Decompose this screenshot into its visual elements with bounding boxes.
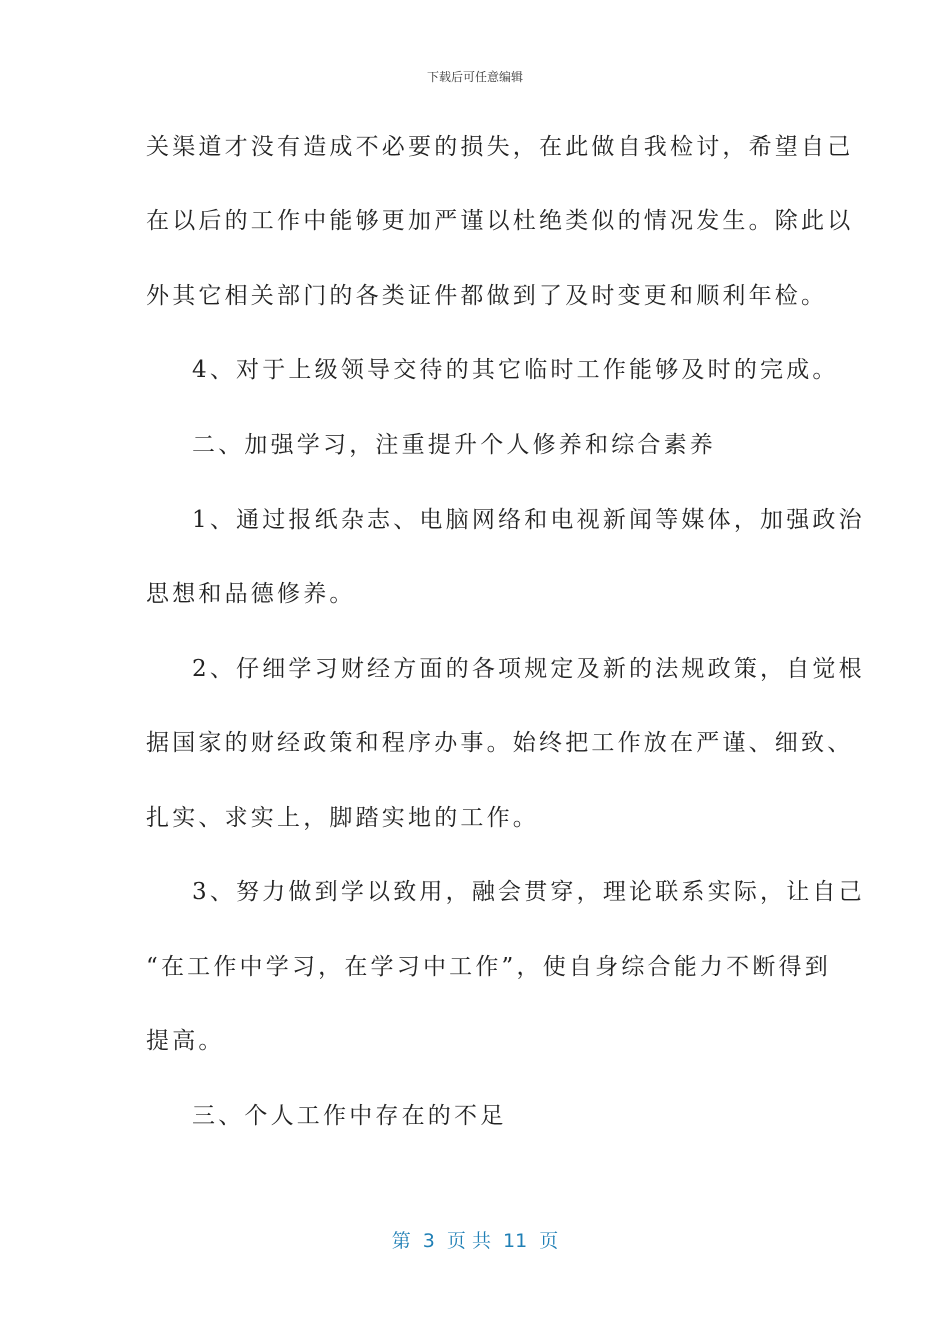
list-item: 2、仔细学习财经方面的各项规定及新的法规政策，自觉根: [192, 656, 865, 682]
list-item: 3、努力做到学以致用，融会贯穿，理论联系实际，让自己: [192, 879, 865, 905]
text-line: 据国家的财经政策和程序办事。始终把工作放在严谨、细致、: [146, 730, 854, 756]
text-line: 关渠道才没有造成不必要的损失，在此做自我检讨，希望自己: [146, 134, 854, 160]
text-line: 扎实、求实上，脚踏实地的工作。: [146, 805, 539, 831]
list-item: 4、对于上级领导交待的其它临时工作能够及时的完成。: [192, 357, 839, 383]
page-number: 第 3 页 共 11 页: [391, 1230, 559, 1252]
section-heading: 二、加强学习，注重提升个人修养和综合素养: [192, 432, 716, 458]
text-line: “在工作中学习，在学习中工作”，使自身综合能力不断得到: [146, 954, 831, 980]
text-line: 外其它相关部门的各类证件都做到了及时变更和顺利年检。: [146, 283, 828, 309]
list-item: 1、通过报纸杂志、电脑网络和电视新闻等媒体，加强政治: [192, 507, 865, 533]
section-heading: 三、个人工作中存在的不足: [192, 1103, 507, 1129]
text-line: 提高。: [146, 1028, 225, 1054]
text-line: 思想和品德修养。: [146, 581, 356, 607]
page-header: 下载后可任意编辑: [426, 70, 523, 84]
text-line: 在以后的工作中能够更加严谨以杜绝类似的情况发生。除此以: [146, 208, 854, 234]
